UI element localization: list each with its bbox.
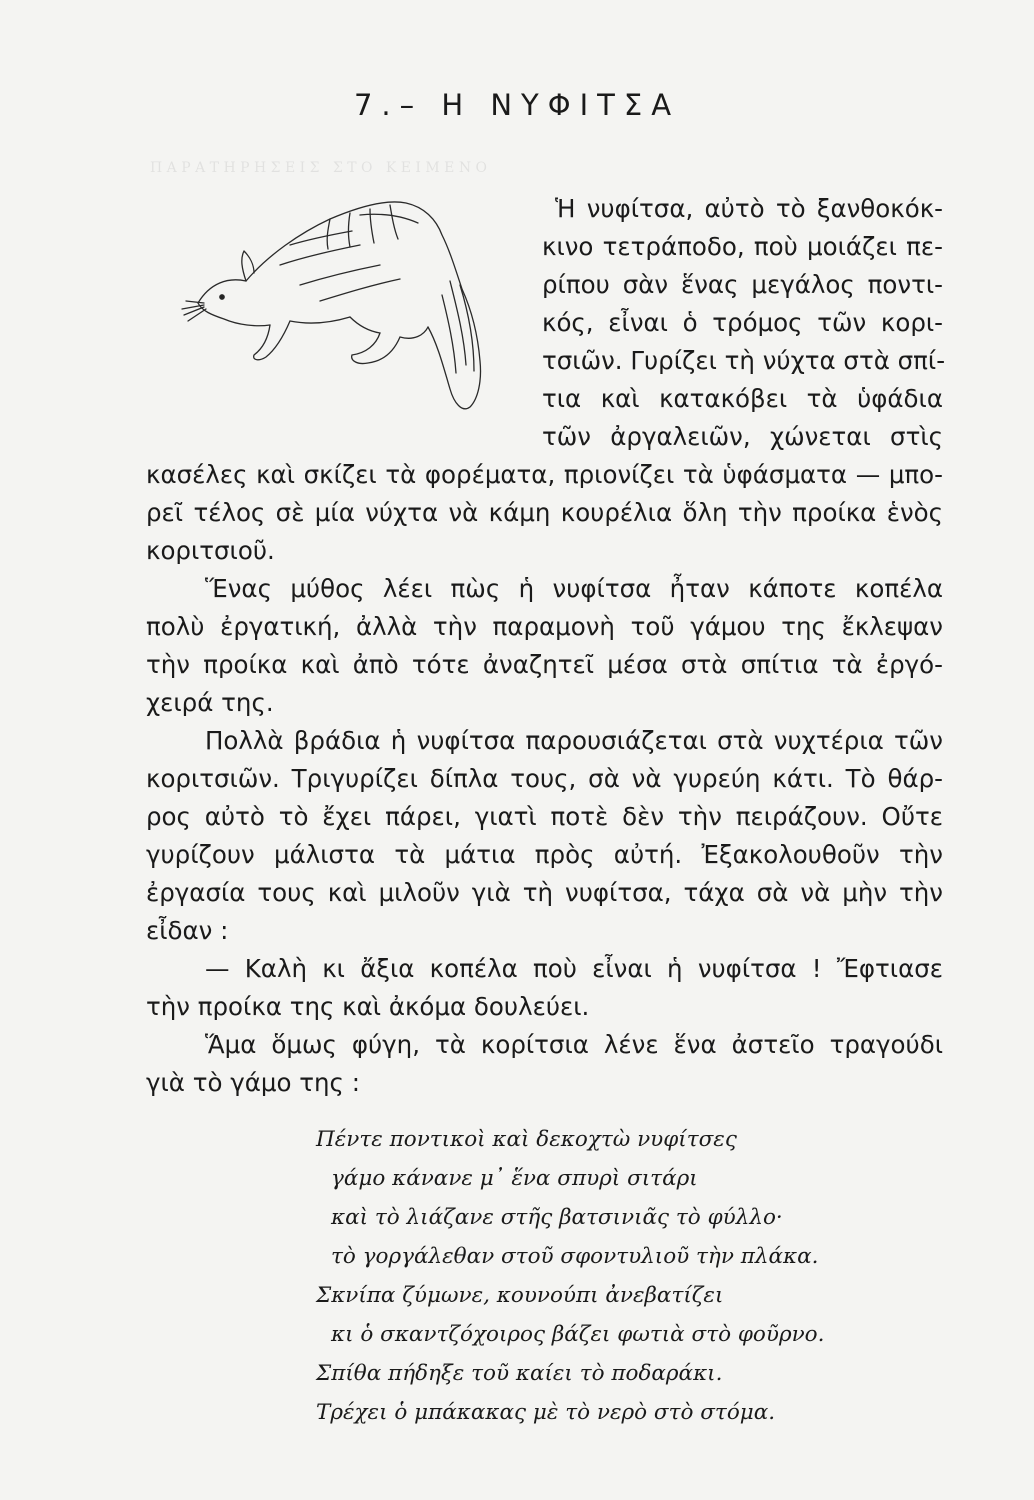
text-line: ἐργασία τους καὶ μιλοῦν γιὰ τὴ νυφίτσα, τάχα σὰ νὰ μὴν τὴν	[146, 878, 943, 907]
poem-line: τὸ γοργάλεθαν στοῦ σφοντυλιοῦ τὴν πλάκα.	[331, 1244, 819, 1269]
text-line: ρεῖ τέλος σὲ μία νύχτα νὰ κάμη κουρέλια ὅλη τὴν προίκα ἑνὸς	[146, 498, 943, 527]
weasel-illustration	[180, 185, 560, 425]
text-line: πολὺ ἐργατική, ἀλλὰ τὴν παραμονὴ τοῦ γάμου της ἔκλεψαν	[146, 612, 943, 641]
text-line: εἶδαν :	[146, 916, 229, 945]
text-line: τσιῶν. Γυρίζει τὴ νύχτα στὰ σπί-	[542, 346, 946, 375]
text-line: Πολλὰ βράδια ἡ νυφίτσα παρουσιάζεται στὰ νυχτέρια τῶν	[205, 726, 943, 755]
chapter-title: 7.– Η ΝΥΦΙΤΣΑ	[353, 88, 681, 122]
text-line: τὴν προίκα της καὶ ἀκόμα δουλεύει.	[146, 992, 590, 1021]
text-line: ρίπου σὰν ἕνας μεγάλος ποντι-	[542, 270, 943, 299]
text-line: χειρά της.	[146, 688, 274, 717]
text-line: τια καὶ κατακόβει τὰ ὑφάδια	[542, 384, 943, 413]
poem-line: Τρέχει ὁ μπάκακας μὲ τὸ νερὸ στὸ στόμα.	[316, 1400, 776, 1425]
poem-line: κι ὁ σκαντζόχοιρος βάζει φωτιὰ στὸ φοῦρνο.	[331, 1322, 825, 1347]
poem-line: Πέντε ποντικοὶ καὶ δεκοχτὼ νυφίτσες	[316, 1127, 737, 1152]
poem-line: καὶ τὸ λιάζανε στῆς βατσινιᾶς τὸ φύλλο·	[331, 1205, 783, 1230]
text-line: τῶν ἀργαλειῶν, χώνεται στὶς	[542, 422, 943, 451]
text-line: τὴν προίκα καὶ ἀπὸ τότε ἀναζητεῖ μέσα στὰ σπίτια τὰ ἐργό-	[146, 650, 943, 679]
text-line: ρος αὐτὸ τὸ ἔχει πάρει, γιατὶ ποτὲ δὲν τὴν πειράζουν. Οὔτε	[146, 802, 943, 831]
text-line: κινο τετράποδο, ποὺ μοιάζει πε-	[542, 232, 943, 261]
poem-line: Σκνίπα ζύμωνε, κουνούπι ἀνεβατίζει	[316, 1283, 724, 1308]
text-line: κός, εἶναι ὁ τρόμος τῶν κορι-	[542, 308, 943, 337]
text-line: — Καλὴ κι ἄξια κοπέλα ποὺ εἶναι ἡ νυφίτσα ! Ἔφτιασε	[205, 954, 943, 983]
show-through-text: Π Α Ρ Α Τ Η Ρ Η Σ Ε Ι Σ Σ Τ Ο Κ Ε Ι Μ Ε Ν Ο	[150, 160, 488, 176]
text-line: κασέλες καὶ σκίζει τὰ φορέματα, πριονίζει τὰ ὑφάσματα — μπο-	[146, 460, 943, 489]
poem-line: γάμο κάνανε μ᾽ ἕνα σπυρὶ σιτάρι	[331, 1166, 698, 1191]
text-line: γιὰ τὸ γάμο της :	[146, 1068, 360, 1097]
text-line: κοριτσιοῦ.	[146, 536, 275, 565]
text-line: Ἅμα ὅμως φύγη, τὰ κορίτσια λένε ἕνα ἀστεῖο τραγούδι	[205, 1030, 943, 1059]
text-line: Ἡ νυφίτσα, αὐτὸ τὸ ξανθοκόκ-	[555, 194, 943, 223]
text-line: γυρίζουν μάλιστα τὰ μάτια πρὸς αὐτή. Ἐξακολουθοῦν τὴν	[146, 840, 943, 869]
text-line: Ἕνας μύθος λέει πὼς ἡ νυφίτσα ἦταν κάποτε κοπέλα	[205, 574, 943, 603]
poem-line: Σπίθα πήδηξε τοῦ καίει τὸ ποδαράκι.	[316, 1361, 723, 1386]
text-line: κοριτσιῶν. Τριγυρίζει δίπλα τους, σὰ νὰ γυρεύη κάτι. Τὸ θάρ-	[146, 764, 943, 793]
